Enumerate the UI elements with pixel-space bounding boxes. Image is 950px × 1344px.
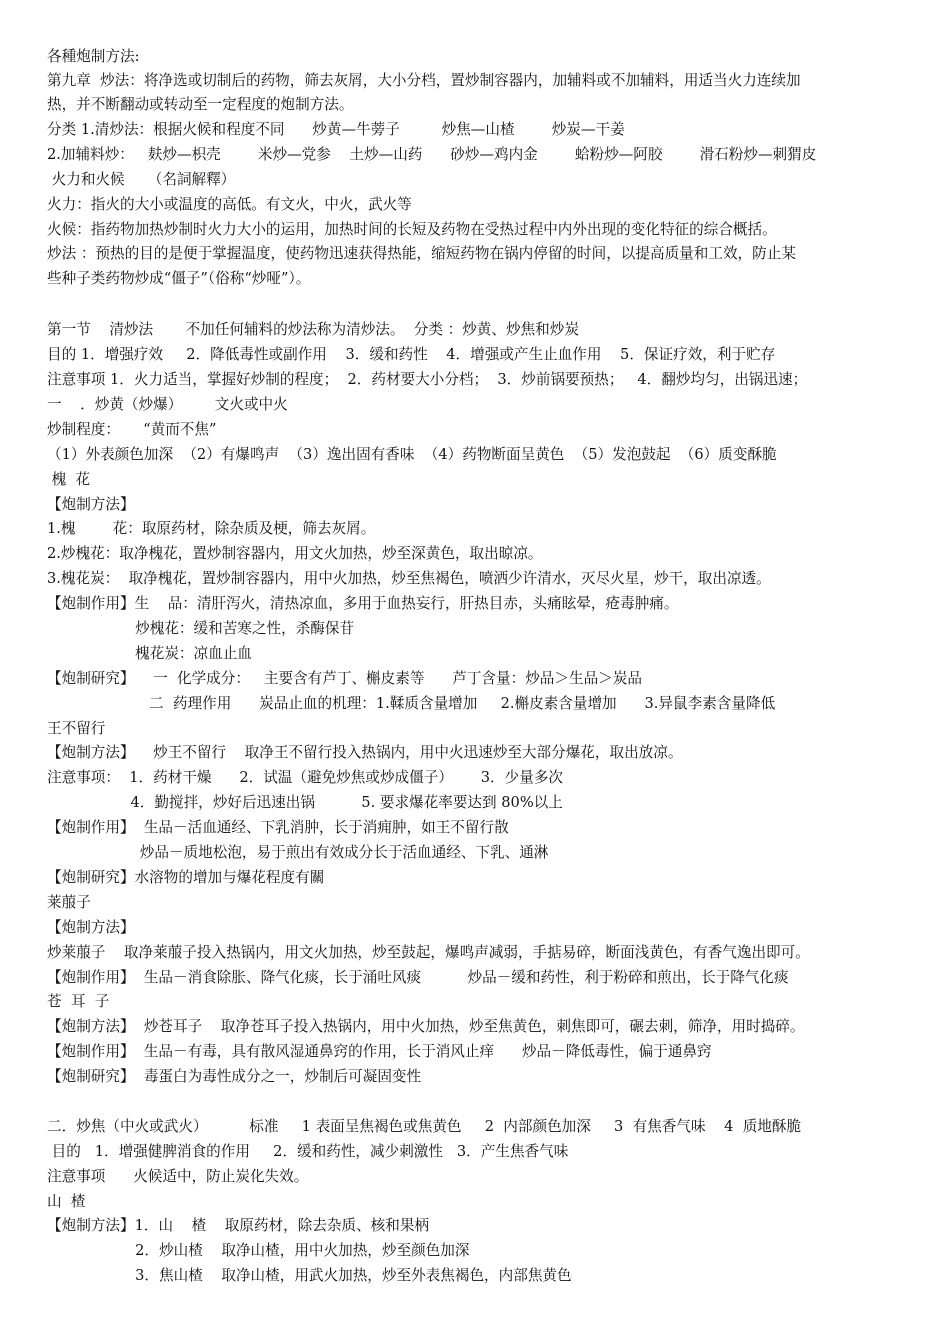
text-line: 【炮制方法】 — [47, 919, 135, 936]
text-line: 4．勤搅拌，炒好后迅速出锅 5. 要求爆花率要达到 80%以上 — [47, 794, 563, 811]
text-line: 炒莱菔子 取净莱菔子投入热锅内，用文火加热，炒至鼓起，爆鸣声减弱，手掂易碎，断面浅黄色，有香气逸出即可。 — [47, 944, 810, 961]
text-line: 第一节 清炒法 不加任何辅料的炒法称为清炒法。 分类 ：炒黄、炒焦和炒炭 — [47, 321, 579, 338]
text-line: 2．炒山楂 取净山楂，用中火加热，炒至颜色加深 — [47, 1242, 470, 1259]
text-line: 【炮制研究】 一 化学成分： 主要含有芦丁、槲皮素等 芦丁含量：炒品＞生品＞炭品 — [47, 670, 642, 687]
text-line: 炒制程度： “黄而不焦” — [47, 421, 217, 438]
text-line: 【炮制方法】 炒王不留行 取净王不留行投入热锅内，用中火迅速炒至大部分爆花，取出放凉。 — [47, 744, 683, 761]
text-line: 王不留行 — [47, 720, 106, 737]
text-line: 【炮制作用】 生品－消食除胀、降气化痰，长于涌吐风痰 炒品－缓和药性，利于粉碎和煎出，长于降气化痰 — [47, 969, 789, 986]
text-line: 【炮制方法】 — [47, 496, 135, 513]
text-line: 目的 1．增强疗效 2．降低毒性或副作用 3．缓和药性 4．增强或产生止血作用 5．保证疗效，利于贮存 — [47, 346, 776, 363]
text-line: 【炮制作用】 生品－有毒，具有散风湿通鼻窍的作用，长于消风止痒 炒品－降低毒性，偏于通鼻窍 — [47, 1043, 712, 1060]
text-line: 2.加辅料炒： 麸炒—枳壳 米炒—党参 土炒—山药 砂炒—鸡内金 蛤粉炒—阿胶 滑石粉炒—刺猬皮 — [47, 146, 817, 163]
text-line: 分类 1.清炒法：根据火候和程度不同 炒黄—牛蒡子 炒焦—山楂 炒炭—干姜 — [47, 121, 625, 138]
text-line: 火候：指药物加热炒制时火力大小的运用，加热时间的长短及药物在受热过程中内外出现的变化特征的综合概括。 — [47, 221, 777, 238]
text-line: 一 ．炒黄（炒爆） 文火或中火 — [47, 396, 288, 413]
text-line: 二．炒焦（中火或武火） 标准 1 表面呈焦褐色或焦黄色 2 内部颜色加深 3 有焦香气味 4 质地酥脆 — [47, 1118, 802, 1135]
text-line: 3.槐花炭： 取净槐花，置炒制容器内，用中火加热，炒至焦褐色，喷洒少许清水，灭尽火星，炒干，取出凉透。 — [47, 570, 771, 587]
text-line: 第九章 炒法：将净选或切制后的药物，筛去灰屑，大小分档，置炒制容器内，加辅料或不加辅料，用适当火力连续加 — [47, 72, 801, 89]
text-line: 炒品－质地松泡，易于煎出有效成分长于活血通经、下乳、通淋 — [47, 844, 549, 861]
text-line: 目的 1．增强健脾消食的作用 2．缓和药性，减少刺激性 3．产生焦香气味 — [47, 1143, 569, 1160]
text-line: 炒槐花：缓和苦寒之性，杀酶保苷 — [47, 620, 355, 637]
text-line: （1）外表颜色加深 （2）有爆鸣声 （3）逸出固有香味 （4）药物断面呈黄色 （5）发泡鼓起 （6）质变酥脆 — [47, 446, 777, 463]
text-line: 火力和火候 （名詞解釋） — [47, 171, 236, 188]
text-line: 注意事项 1．火力适当，掌握好炒制的程度； 2．药材要大小分档； 3．炒前锅要预热； 4．翻炒均匀，出锅迅速； — [47, 371, 808, 388]
text-line: 槐花炭：凉血止血 — [47, 645, 252, 662]
text-line: 炒法 ：预热的目的是便于掌握温度，使药物迅速获得热能，缩短药物在锅内停留的时间，以提高质量和工效，防止某 — [47, 245, 796, 262]
text-line: 【炮制方法】1．山 楂 取原药材，除去杂质、核和果柄 — [47, 1217, 430, 1234]
text-line: 二 药理作用 炭品止血的机理：1.鞣质含量增加 2.槲皮素含量增加 3.异鼠李素含量降低 — [47, 695, 776, 712]
text-line: 注意事项 火候适中，防止炭化失效。 — [47, 1168, 309, 1185]
text-line: 槐 花 — [47, 471, 91, 488]
text-line: 热，并不断翻动或转动至一定程度的炮制方法。 — [47, 96, 354, 113]
text-line: 火力：指火的大小或温度的高低。有文火，中火，武火等 — [47, 196, 412, 213]
text-line: 【炮制研究】 毒蛋白为毒性成分之一，炒制后可凝固变性 — [47, 1068, 422, 1085]
text-line: 些种子类药物炒成“僵子”（俗称“炒哑”）。 — [47, 270, 311, 287]
text-line: 3．焦山楂 取净山楂，用武火加热，炒至外表焦褐色，内部焦黄色 — [47, 1267, 572, 1284]
text-line: 【炮制作用】生 品：清肝泻火，清热凉血，多用于血热妄行，肝热目赤，头痛眩晕，疮毒肿痛。 — [47, 595, 679, 612]
text-line: 山 楂 — [47, 1193, 86, 1210]
text-line: 2.炒槐花：取净槐花，置炒制容器内，用文火加热，炒至深黄色，取出晾凉。 — [47, 545, 543, 562]
text-line: 【炮制作用】 生品－活血通经、下乳消肿，长于消痈肿，如王不留行散 — [47, 819, 509, 836]
text-line: 【炮制方法】 炒苍耳子 取净苍耳子投入热锅内，用中火加热，炒至焦黄色，刺焦即可，碾去刺，筛净，用时捣碎。 — [47, 1018, 805, 1035]
text-line: 1.槐 花：取原药材，除杂质及梗，筛去灰屑。 — [47, 520, 376, 537]
text-line: 苍 耳 子 — [47, 993, 110, 1010]
text-line: 注意事项： 1．药材干燥 2．试温（避免炒焦或炒成僵子） 3．少量多次 — [47, 769, 564, 786]
text-line: 各種炮制方法: — [47, 48, 140, 65]
text-line: 【炮制研究】水溶物的增加与爆花程度有關 — [47, 869, 325, 886]
text-line: 莱菔子 — [47, 894, 91, 911]
